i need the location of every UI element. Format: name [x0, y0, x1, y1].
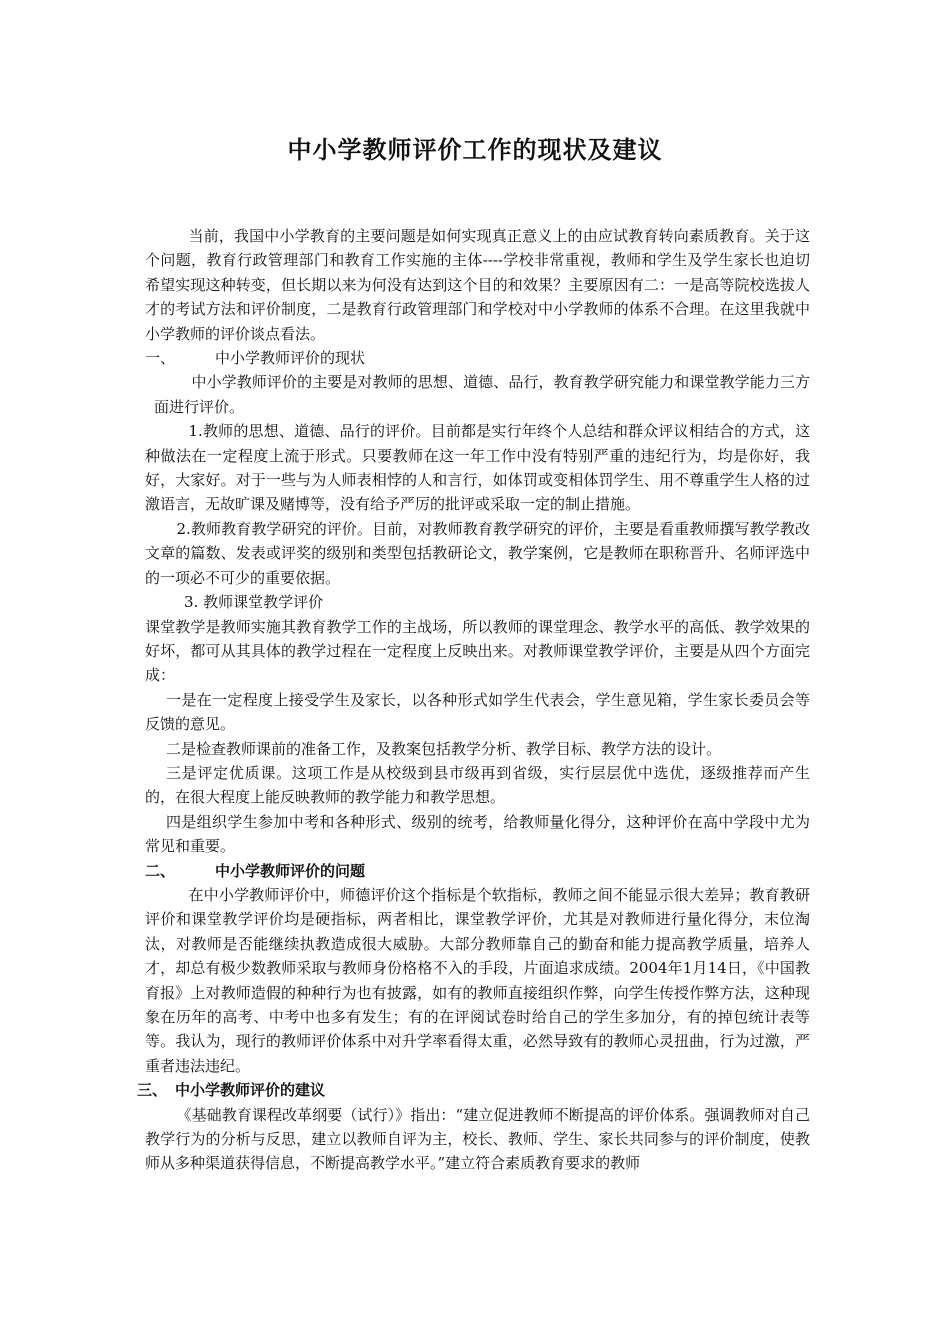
- section1-item1: 1.教师的思想、道德、品行的评价。目前都是实行年终个人总结和群众评议相结合的方式，这种做法在一定程度上流于形式。只要教师在这一年工作中没有特别严重的违纪行为，均是你好，我好，大家好。对于一些与为人师表相悖的人和言行，如体罚或变相体罚学生、用不尊重学生人格的过激语言，无故旷课及赌博等，没有给予严厉的批评或采取一定的制止措施。: [145, 422, 810, 514]
- section-title-2: 中小学教师评价的问题: [215, 861, 366, 880]
- section1-item3-point-c: 三是评定优质课。这项工作是从校级到县市级再到省级，实行层层优中选优，逐级推荐而产生的，在很大程度上能反映教师的教学能力和教学思想。: [145, 763, 810, 807]
- section1-item3-body: 课堂教学是教师实施其教育教学工作的主战场，所以教师的课堂理念、教学水平的高低、教学效果的好坏，都可从其具体的教学过程在一定程度上反映出来。对教师课堂教学评价，主要是从四个方面完成：: [145, 617, 810, 685]
- intro-paragraph: 当前，我国中小学教育的主要问题是如何实现真正意义上的由应试教育转向素质教育。关于这个问题，教育行政管理部门和教育工作实施的主体----学校非常重视，教师和学生及学生家长也迫切希望实现这种转变，但长期以来为何没有达到这个目的和效果？主要原因有二：一是高等院校选拔人才的考试方法和评价制度，二是教育行政管理部门和学校对中小学教师的体系不合理。在这里我就中小学教师的评价谈点看法。: [145, 227, 810, 343]
- section1-item3-point-a: 一是在一定程度上接受学生及家长，以各种形式如学生代表会，学生意见箱，学生家长委员会等反馈的意见。: [145, 690, 810, 734]
- section-heading-2: [145, 859, 810, 883]
- section1-item3-point-d: 四是组织学生参加中考和各种形式、级别的统考，给教师量化得分，这种评价在高中学段中尤为常见和重要。: [145, 812, 810, 856]
- section-heading-3: [137, 1078, 810, 1102]
- section2-body: 在中小学教师评价中，师德评价这个指标是个软指标，教师之间不能显示很大差异；教育教研评价和课堂教学评价均是硬指标，两者相比，课堂教学评价，尤其是对教师进行量化得分，末位淘汰，对教师是否能继续执教造成很大威胁。大部分教师靠自己的勤奋和能力提高教学质量，培养人才，却总有极少数教师采取与教师身份格格不入的手段，片面追求成绩。2004年1月14日，《中国教育报》上对教师造假的种种行为也有披露，如有的教师直接组织作弊，向学生传授作弊方法，这种现象在历年的高考、中考中也多有发生；有的在评阅试卷时给自己的学生多加分，有的掉包统计表等等。我认为，现行的教师评价体系中对升学率看得太重，必然导致有的教师心灵扭曲，行为过激，严重者违法违纪。: [145, 885, 810, 1075]
- section1-item2: 2.教师教育教学研究的评价。目前，对教师教育教学研究的评价，主要是看重教师撰写教学教改文章的篇数、发表或评奖的级别和类型包括教研论文，教学案例，它是教师在职称晋升、名师评选中的一项必不可少的重要依据。: [145, 519, 810, 587]
- section-number-1: 一、: [145, 349, 176, 368]
- section-number-3: 三、: [137, 1081, 168, 1100]
- document-body: [137, 224, 810, 1176]
- section-heading-1: [145, 346, 810, 370]
- document-title: 中小学教师评价工作的现状及建议: [287, 135, 663, 164]
- section1-intro: 中小学教师评价的主要是对教师的思想、道德、品行，教育教学研究能力和课堂教学能力三方面进行评价。: [154, 373, 810, 416]
- section1-item3-title: 3. 教师课堂教学评价: [184, 593, 324, 612]
- section-title-1: 中小学教师评价的现状: [215, 349, 366, 368]
- section3-body: 《基础教育课程改革纲要（试行）》指出：“建立促进教师不断提高的评价体系。强调教师对自己教学行为的分析与反思，建立以教师自评为主，校长、教师、学生、家长共同参与的评价制度，使教师从多种渠道获得信息，不断提高教学水平。”建立符合素质教育要求的教师: [145, 1105, 810, 1173]
- section-number-2: 二、: [145, 861, 176, 880]
- section-title-3: 中小学教师评价的建议: [175, 1081, 326, 1100]
- section1-item3-point-b: 二是检查教师课前的准备工作，及教案包括教学分析、教学目标、教学方法的设计。: [166, 739, 722, 758]
